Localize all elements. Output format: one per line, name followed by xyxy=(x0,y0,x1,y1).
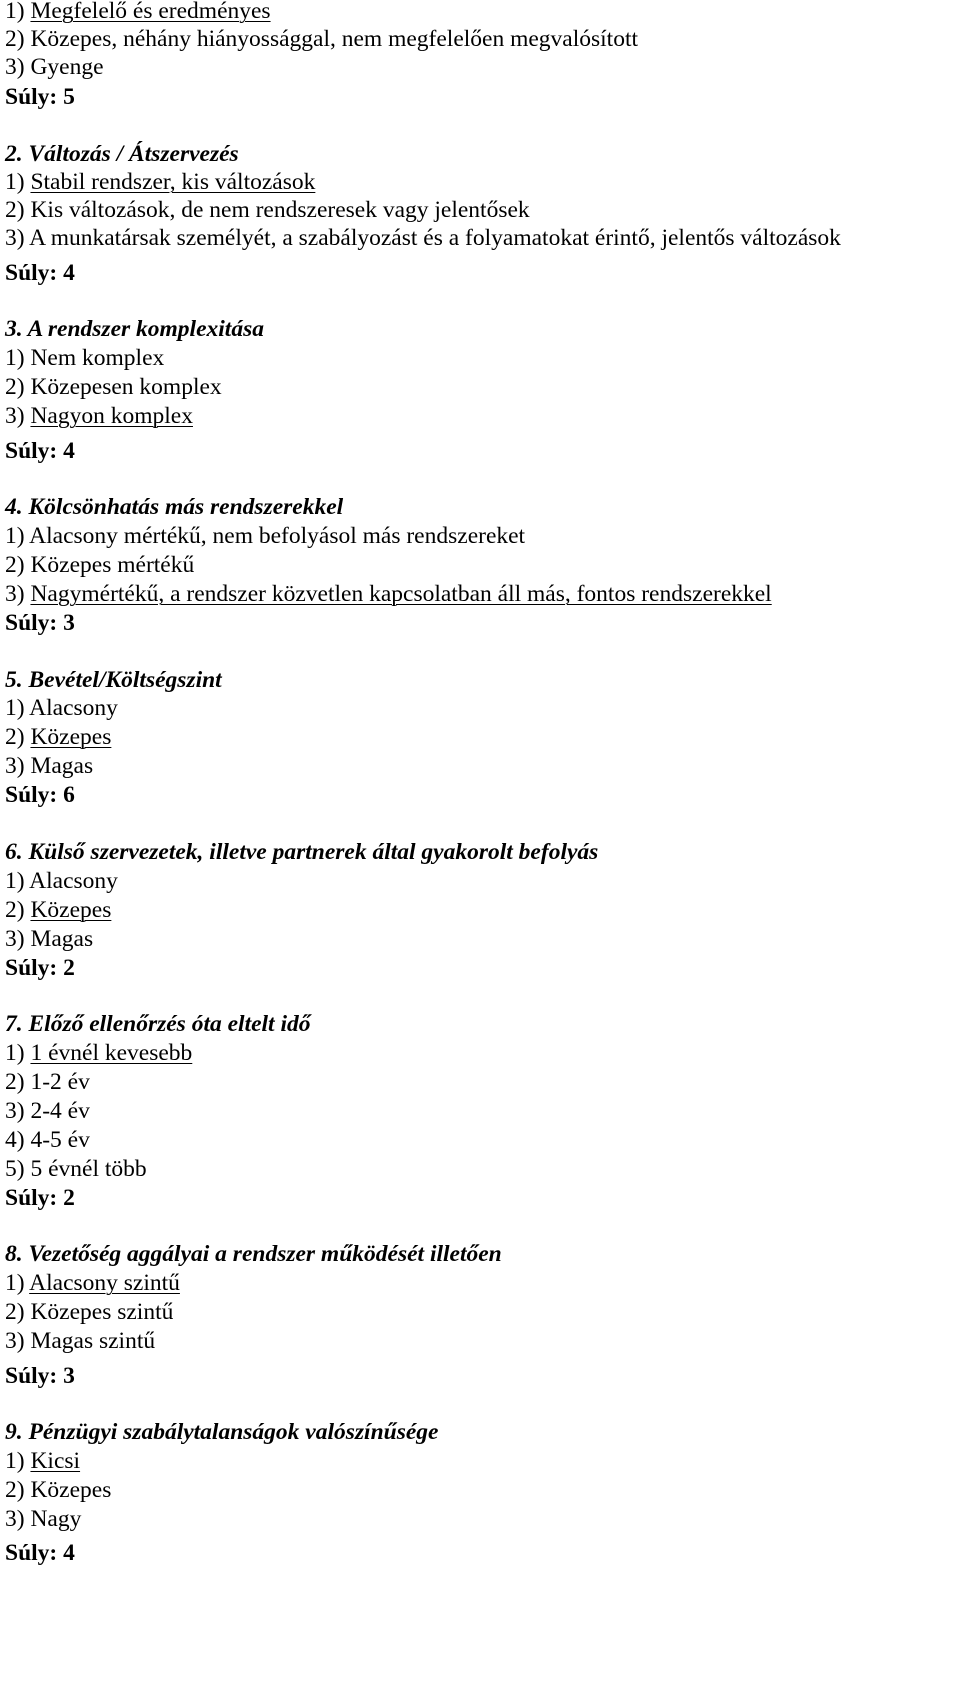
item-text: Alacsony mértékű, nem befolyásol más rendszereket xyxy=(29,523,526,549)
item-number: 3) xyxy=(5,1506,31,1532)
section-heading: 3. A rendszer komplexitása xyxy=(5,316,264,342)
list-item xyxy=(5,195,530,226)
item-number: 1) xyxy=(5,169,31,195)
list-item xyxy=(5,0,271,27)
list-item xyxy=(5,866,118,897)
list-item xyxy=(5,693,118,724)
item-number: 2) xyxy=(5,724,31,750)
list-item xyxy=(5,401,193,432)
weight-label: Súly: 4 xyxy=(5,260,75,286)
item-number: 1) xyxy=(5,0,31,24)
item-number: 3) xyxy=(5,403,31,429)
item-text: Magas szintű xyxy=(30,1328,156,1354)
list-item xyxy=(5,167,315,198)
list-item xyxy=(5,1038,192,1069)
item-text: Közepesen komplex xyxy=(30,374,222,400)
weight-label: Súly: 3 xyxy=(5,610,75,636)
item-number: 1) xyxy=(5,695,30,721)
item-number: 3) xyxy=(5,753,31,779)
item-number: 1) xyxy=(5,868,30,894)
weight-label: Súly: 3 xyxy=(5,1363,75,1389)
section-heading: 4. Kölcsönhatás más rendszerekkel xyxy=(5,494,344,520)
item-number: 1) xyxy=(5,1270,30,1296)
item-text: Közepes xyxy=(30,897,112,923)
item-number: 2) xyxy=(5,26,31,52)
list-item xyxy=(5,1154,147,1185)
list-item xyxy=(5,1297,173,1328)
item-number: 1) xyxy=(5,523,30,549)
item-text: 1-2 év xyxy=(30,1069,90,1095)
item-text: Stabil rendszer, kis változások xyxy=(30,169,316,195)
section-heading: 5. Bevétel/Költségszint xyxy=(5,667,222,693)
item-text: Megfelelő és eredményes xyxy=(30,0,271,24)
item-number: 3) xyxy=(5,54,31,80)
list-item xyxy=(5,1475,111,1506)
item-number: 3) xyxy=(5,926,31,952)
item-text: Kis változások, de nem rendszeresek vagy jelentősek xyxy=(30,197,530,223)
list-item xyxy=(5,1446,80,1477)
section-heading: 2. Változás / Átszervezés xyxy=(5,141,239,167)
list-item xyxy=(5,24,638,55)
item-number: 3) xyxy=(5,581,31,607)
list-item xyxy=(5,751,93,782)
item-number: 1) xyxy=(5,345,31,371)
item-text: 5 évnél több xyxy=(30,1156,147,1182)
item-text: A munkatársak személyét, a szabályozást és a folyamatokat érintő, jelentős változások xyxy=(29,225,841,251)
list-item xyxy=(5,924,93,955)
weight-label: Súly: 4 xyxy=(5,438,75,464)
list-item xyxy=(5,223,841,254)
item-text: Magas xyxy=(30,926,94,952)
list-item xyxy=(5,579,772,610)
item-number: 2) xyxy=(5,552,31,578)
item-number: 5) xyxy=(5,1156,31,1182)
item-text: Nagy xyxy=(30,1506,82,1532)
item-text: 4-5 év xyxy=(30,1127,90,1153)
list-item xyxy=(5,1326,155,1357)
item-number: 2) xyxy=(5,1299,31,1325)
section-heading: 6. Külső szervezetek, illetve partnerek által gyakorolt befolyás xyxy=(5,839,599,865)
weight-label: Súly: 4 xyxy=(5,1540,75,1566)
item-number: 2) xyxy=(5,374,31,400)
list-item xyxy=(5,1096,90,1127)
item-text: Nem komplex xyxy=(30,345,165,371)
item-number: 2) xyxy=(5,897,31,923)
list-item xyxy=(5,343,164,374)
list-item xyxy=(5,722,111,753)
list-item xyxy=(5,1504,81,1535)
weight-label: Súly: 2 xyxy=(5,955,75,981)
item-text: Közepes, néhány hiányossággal, nem megfelelően megvalósított xyxy=(30,26,639,52)
section-heading: 9. Pénzügyi szabálytalanságok valószínűsége xyxy=(5,1419,439,1445)
list-item xyxy=(5,521,525,552)
list-item xyxy=(5,895,111,926)
list-item xyxy=(5,1067,90,1098)
item-number: 4) xyxy=(5,1127,31,1153)
item-text: Közepes mértékű xyxy=(30,552,195,578)
item-text: Gyenge xyxy=(30,54,104,80)
item-number: 2) xyxy=(5,1477,31,1503)
list-item xyxy=(5,372,222,403)
item-number: 3) xyxy=(5,1098,31,1124)
item-number: 1) xyxy=(5,1040,31,1066)
item-text: Alacsony xyxy=(29,695,118,721)
item-text: Nagymértékű, a rendszer közvetlen kapcsolatban áll más, fontos rendszerekkel xyxy=(30,581,772,607)
weight-label: Súly: 6 xyxy=(5,782,75,808)
item-number: 2) xyxy=(5,197,31,223)
item-text: Közepes szintű xyxy=(30,1299,174,1325)
item-text: 2-4 év xyxy=(30,1098,90,1124)
item-text: Kicsi xyxy=(30,1448,81,1474)
item-number: 3) xyxy=(5,225,30,251)
item-text: 1 évnél kevesebb xyxy=(30,1040,193,1066)
list-item xyxy=(5,52,104,83)
section-heading: 7. Előző ellenőrzés óta eltelt idő xyxy=(5,1011,311,1037)
list-item xyxy=(5,1268,180,1299)
item-text: Közepes xyxy=(30,1477,112,1503)
item-text: Magas xyxy=(30,753,94,779)
list-item xyxy=(5,550,194,581)
weight-label: Súly: 5 xyxy=(5,84,75,110)
item-number: 1) xyxy=(5,1448,31,1474)
list-item xyxy=(5,1125,90,1156)
item-text: Nagyon komplex xyxy=(30,403,193,429)
item-text: Közepes xyxy=(30,724,112,750)
item-number: 2) xyxy=(5,1069,31,1095)
section-heading: 8. Vezetőség aggályai a rendszer működését illetően xyxy=(5,1241,502,1267)
weight-label: Súly: 2 xyxy=(5,1185,75,1211)
item-text: Alacsony xyxy=(29,868,118,894)
item-number: 3) xyxy=(5,1328,31,1354)
item-text: Alacsony szintű xyxy=(29,1270,180,1296)
